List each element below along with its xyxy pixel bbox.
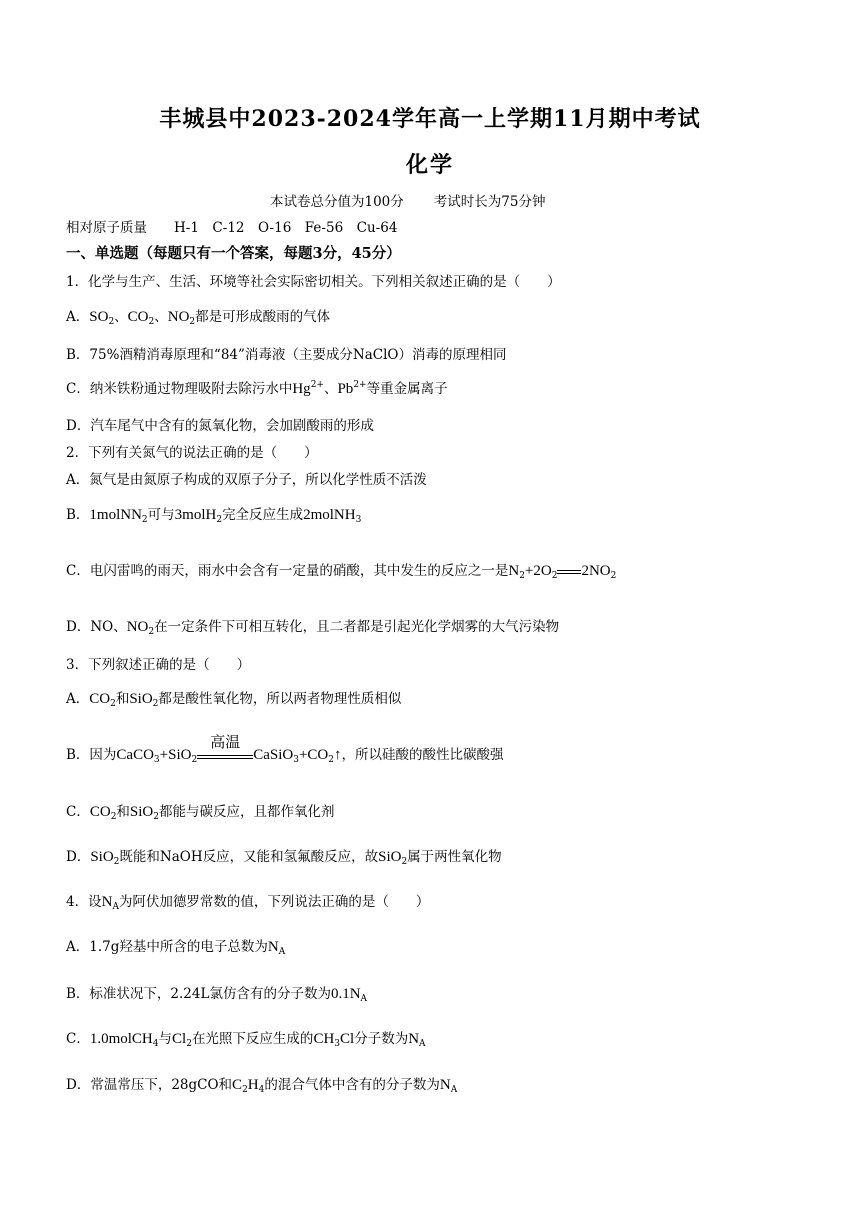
q3-option-b: B．因为CaCO$_3$+SiO$_2$ 高温 $CaSiO_3+CO_2↑$，所以硅酸的酸性比碳酸强 [66, 732, 504, 765]
exam-duration: 考试时长为75分钟 [433, 194, 546, 210]
q2-option-d: D．NO、$NO_2$在一定条件下可相互转化，且二者都是引起光化学烟雾的大气污染物 [66, 619, 560, 637]
q3-option-d: D．SiO$_2$既能和NaOH反应，又能和氢氟酸反应，故SiO$_2$属于两性氧化物 [66, 849, 502, 867]
q2-option-c: C．电闪雷鸣的雨天，雨水中会含有一定量的硝酸，其中发生的反应之一是$N_2+2O_2$ $2NO_2$ [66, 563, 617, 581]
exam-title: 丰城县中2023-2024学年高一上学期11月期中考试 [159, 106, 701, 132]
q2-stem: 2．下列有关氮气的说法正确的是（ ） [66, 445, 318, 461]
exam-subject: 化学 [405, 152, 454, 178]
q3-stem: 3．下列叙述正确的是（ ） [66, 657, 251, 673]
q1-stem: 1．化学与生产、生活、环境等社会实际密切相关。下列相关叙述正确的是（ ） [66, 274, 561, 290]
section-title: 一、单选题（每题只有一个答案，每题3分，45分） [66, 245, 401, 262]
q4-option-b: B．标准状况下，2.24L氯仿含有的分子数为$0.1N_A$ [66, 986, 368, 1004]
q4-stem: 4．设$N_A$为阿伏加德罗常数的值，下列说法正确的是（ ） [66, 894, 430, 912]
equals-sign [557, 570, 581, 574]
exam-meta [270, 190, 545, 210]
q2-option-a: A．氮气是由氮原子构成的双原子分子，所以化学性质不活泼 [66, 472, 427, 488]
q1-option-b: B．75%酒精消毒原理和“84”消毒液（主要成分NaClO）消毒的原理相同 [66, 347, 507, 363]
q1-option-d: D．汽车尾气中含有的氮氧化物，会加剧酸雨的形成 [66, 418, 374, 434]
q3-option-c: C．$CO_2$和SiO$_2$都能与碳反应，且都作氧化剂 [66, 804, 335, 822]
reaction-condition: 高温 [210, 732, 241, 751]
q4-option-d: D．常温常压下，28gCO和$C_2H_4$的混合气体中含有的分子数为$N_A$ [66, 1077, 458, 1095]
reaction-condition-arrow [197, 732, 253, 759]
q3-option-a: A．$CO_2$和SiO$_2$都是酸性氧化物，所以两者物理性质相似 [66, 691, 402, 709]
q1-option-c: C．纳米铁粉通过物理吸附去除污水中$Hg^{2+}$、$Pb^{2+}$等重金属离子 [66, 380, 448, 397]
q2-option-b: B．1molNN$_2$可与3molH$_2$完全反应生成2molNH$_3$ [66, 507, 362, 525]
q4-option-c: C．1.0molCH$_4$与$Cl_2$在光照下反应生成的$CH_3Cl$分子数为$N_A$ [66, 1031, 426, 1049]
q4-option-a: A．1.7g羟基中所含的电子总数为$N_A$ [66, 939, 286, 957]
q1-option-a: A．$SO_2$、$CO_2$、$NO_2$都是可形成酸雨的气体 [66, 309, 331, 327]
total-score: 本试卷总分值为100分 [270, 194, 404, 210]
atomic-mass-line: 相对原子质量 H-1 C-12 O-16 Fe-56 Cu-64 [66, 220, 398, 236]
